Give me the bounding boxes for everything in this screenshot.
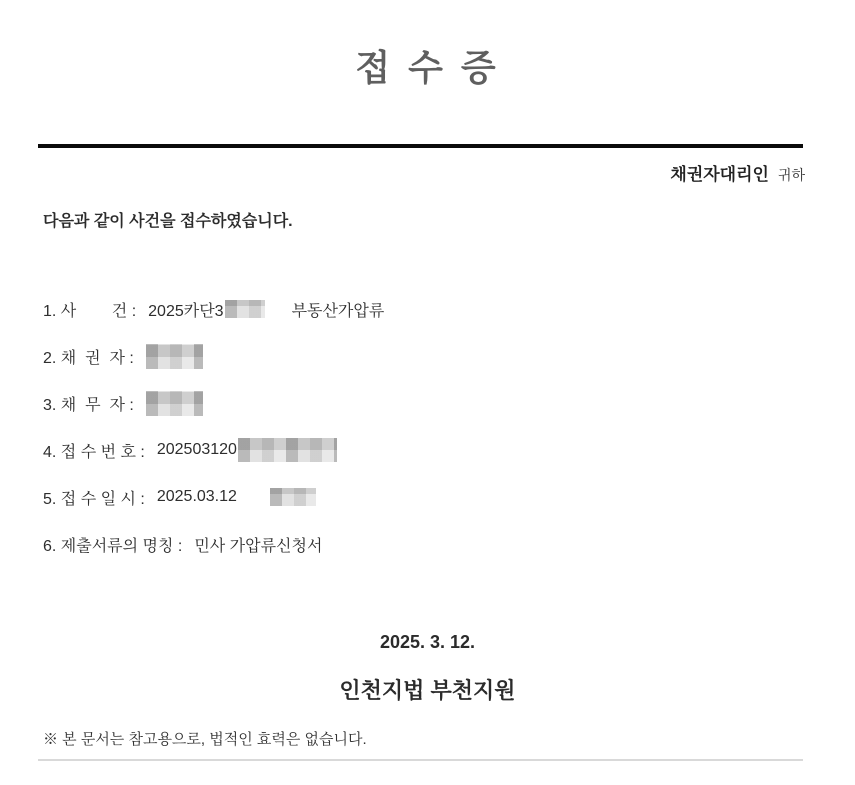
top-divider-rule — [38, 144, 803, 148]
item-label: 2. 채 권 자 : — [43, 349, 134, 367]
intro-text: 다음과 같이 사건을 접수하였습니다. — [43, 213, 293, 230]
item-value: 2025.03.12 — [156, 488, 237, 505]
case-item-case-number — [43, 300, 384, 318]
bottom-divider-rule — [38, 759, 803, 761]
disclaimer-note: ※ 본 문서는 참고용으로, 법적인 효력은 없습니다. — [43, 731, 367, 748]
case-item-receipt-number — [43, 441, 384, 459]
case-item-receipt-datetime — [43, 488, 384, 506]
case-item-submitted-document — [43, 535, 384, 553]
case-item-debtor — [43, 394, 384, 412]
item-value: 민사 가압류신청서 — [194, 537, 323, 555]
recipient-name: 채권자대리인 — [670, 165, 769, 184]
item-label: 1. 사 건 : — [43, 302, 137, 320]
redacted-value — [146, 344, 203, 369]
item-label: 3. 채 무 자 : — [43, 396, 134, 414]
case-info-list — [43, 300, 384, 582]
court-name: 인천지법 부천지원 — [339, 678, 516, 703]
item-value: 2025카단3 — [148, 302, 224, 320]
case-item-creditor — [43, 347, 384, 365]
recipient-honorific: 귀하 — [777, 167, 805, 183]
item-value: 202503120 — [156, 441, 237, 458]
filing-date: 2025. 3. 12. — [379, 632, 476, 652]
page-title: 접 수 증 — [355, 47, 500, 88]
item-label: 4. 접 수 번 호 : — [43, 443, 145, 461]
redacted-value — [270, 488, 316, 506]
item-label: 5. 접 수 일 시 : — [43, 490, 145, 508]
recipient-line — [670, 160, 805, 185]
redacted-value — [146, 391, 203, 416]
redacted-value — [225, 300, 265, 318]
redacted-value — [238, 438, 337, 462]
item-label: 6. 제출서류의 명칭 : — [43, 537, 183, 555]
item-value-suffix: 부동산가압류 — [291, 302, 385, 320]
